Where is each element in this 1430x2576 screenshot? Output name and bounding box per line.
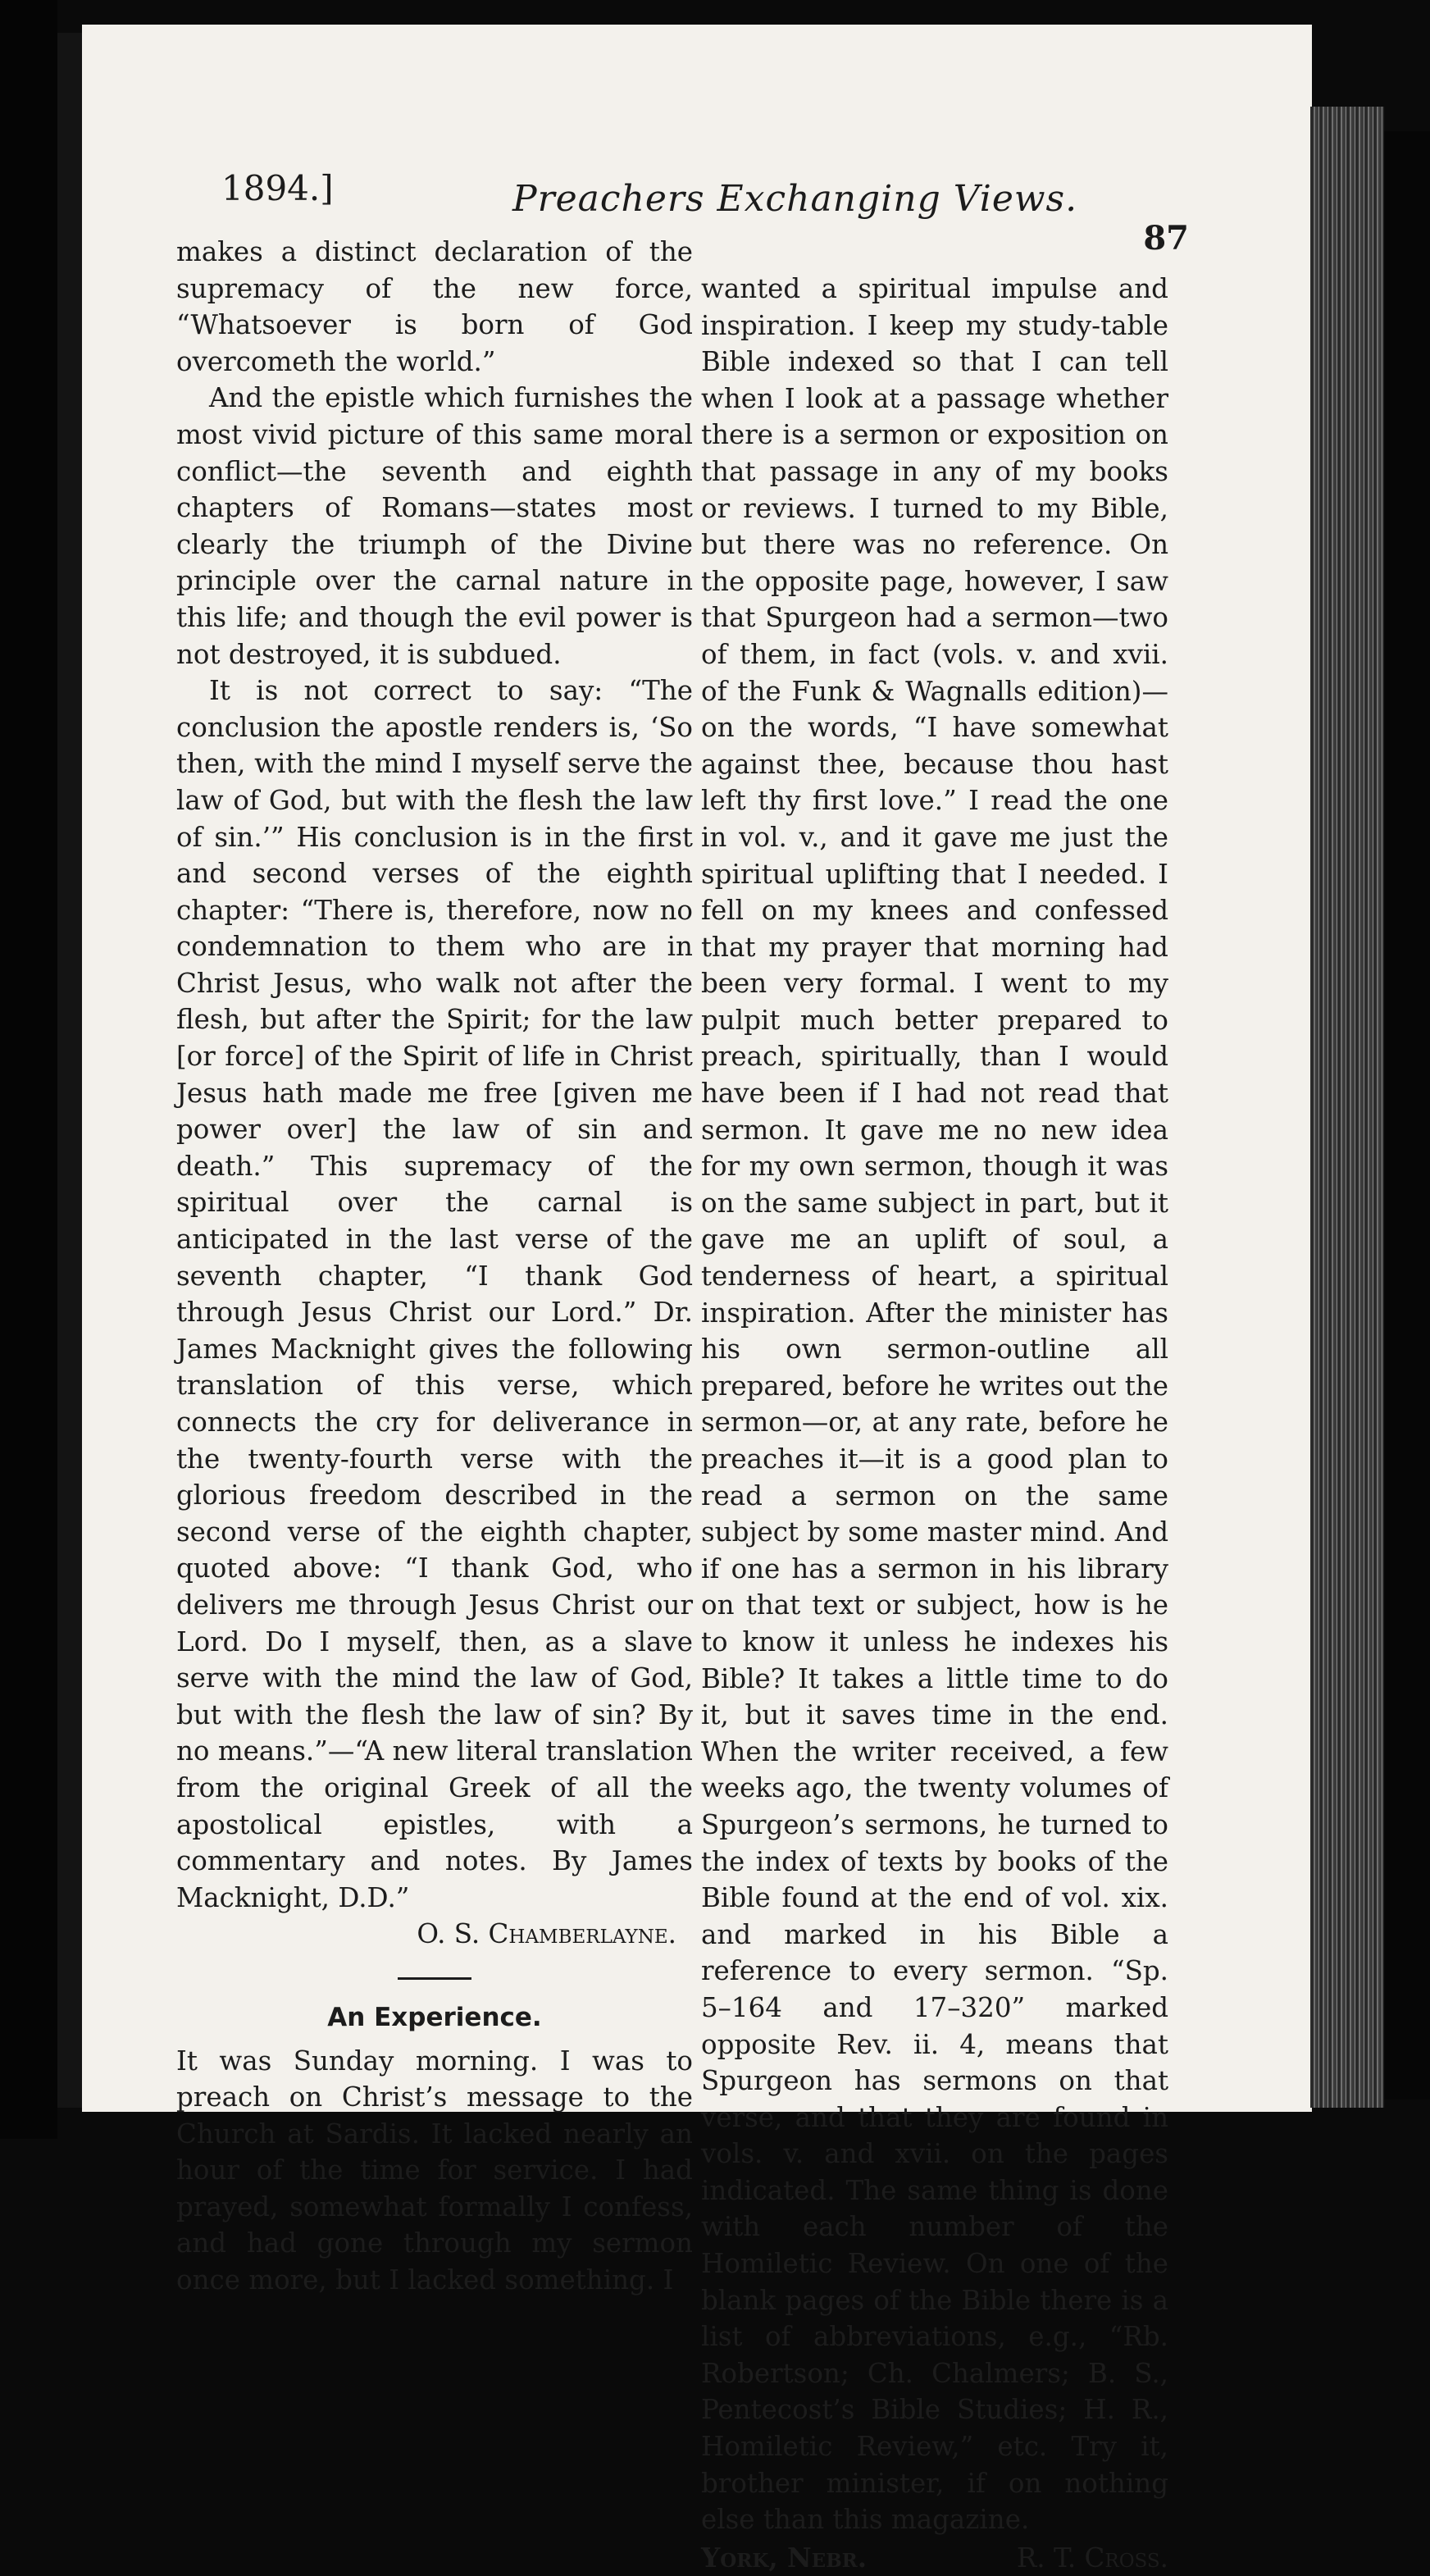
section-heading: An Experience.: [327, 2002, 542, 2032]
section-divider: [398, 1977, 471, 1980]
background-right: [1384, 131, 1430, 2100]
running-header: [221, 168, 1189, 258]
left-binding-edge: [0, 0, 57, 2139]
paragraph: And the epistle which furnishes the most vivid picture of this same moral conflict—the seventh and eighth chapters of Romans—states most clearly the triumph of the Divine principle over the carnal nature in this life; and though the evil power is not destroyed, it is subdued.: [176, 382, 693, 670]
place-name: York, Nebr.: [701, 2541, 868, 2574]
paragraph: It was Sunday morning. I was to preach on Christ’s message to the Church at Sardis. It lacked nearly an hour of the time for service. I had prayed, somewhat formally I confess, and had gone through my sermon once more, but I lacked something. I: [176, 2045, 693, 2296]
right-column: [701, 271, 1168, 2576]
header-year: 1894.]: [221, 168, 334, 208]
signature: O. S. Chamberlayne.: [417, 1918, 676, 1950]
page-stack-edge: [1310, 107, 1384, 2108]
left-column: [176, 234, 693, 2299]
page-number: 87: [1143, 219, 1189, 258]
paragraph: It is not correct to say: “The conclusion the apostle renders is, ‘So then, with the mind I myself serve the law of God, but with the flesh the law of sin.’” His conclusion is in the first and second verses of the eighth chapter: “There is, therefore, now no condemnation to them who are in Christ Jesus, who walk not after the flesh, but after the Spirit; for the law [or force] of the Spirit of life in Christ Jesus hath made me free [given me power over] the law of sin and death.” This supremacy of the spiritual over the carnal is anticipated in the last verse of the seventh chapter, “I thank God through Jesus Christ our Lord.” Dr. James Macknight gives the following translation of this verse, which connects the cry for deliverance in the twenty-fourth verse with the glorious freedom described in the second verse of the eighth chapter, quoted above: “I thank God, who delivers me through Jesus Christ our Lord. Do I myself, then, as a slave serve with the mind the law of God, but with the flesh the law of sin? By no means.”—“A new literal translation from the original Greek of all the apostolical epistles, with a commentary and notes. By James Macknight, D.D.”: [176, 675, 693, 1913]
signature: R. T. Cross.: [1016, 2542, 1168, 2574]
paragraph: wanted a spiritual impulse and inspiration. I keep my study-table Bible indexed so that I can tell when I look at a passage whether there is a sermon or exposition on that passage in any of my books or reviews. I turned to my Bible, but there was no reference. On the opposite page, however, I saw that Spurgeon had a sermon—two of them, in fact (vols. v. and xvii. of the Funk & Wagnalls edition)—on the words, “I have somewhat against thee, because thou hast left thy first love.” I read the one in vol. v., and it gave me just the spiritual uplifting that I needed. I fell on my knees and confessed that my prayer that morning had been very formal. I went to my pulpit much better prepared to preach, spiritually, than I would have been if I had not read that sermon. It gave me no new idea for my own sermon, though it was on the same subject in part, but it gave me an uplift of soul, a tenderness of heart, a spiritual inspiration. After the minister has his own sermon-outline all prepared, before he writes out the sermon—or, at any rate, before he preaches it—it is a good plan to read a sermon on the same subject by some master mind. And if one has a sermon in his library on that text or subject, how is he to know it unless he indexes his Bible? It takes a little time to do it, but it saves time in the end. When the writer received, a few weeks ago, the twenty volumes of Spurgeon’s sermons, he turned to the index of texts by books of the Bible found at the end of vol. xix. and marked in his Bible a reference to every sermon. “Sp. 5–164 and 17–320” marked opposite Rev. ii. 4, means that Spurgeon has sermons on that verse, and that they are found in vols. v. and xvii. on the pages indicated. The same thing is done with each number of the Homiletic Review. On one of the blank pages of the Bible there is a list of abbreviations, e.g., “Rb. Robertson; Ch. Chalmers; B. S., Pentecost’s Bible Studies; H. R., Homiletic Review,” etc. Try it, brother minister, if on nothing else than this magazine.: [701, 273, 1168, 2536]
paragraph: makes a distinct declaration of the supremacy of the new force, “Whatsoever is born of God overcometh the world.”: [176, 236, 693, 377]
header-title: Preachers Exchanging Views.: [512, 178, 1078, 220]
left-page-sliver: [57, 33, 82, 2108]
sign-off: [701, 2540, 1168, 2576]
